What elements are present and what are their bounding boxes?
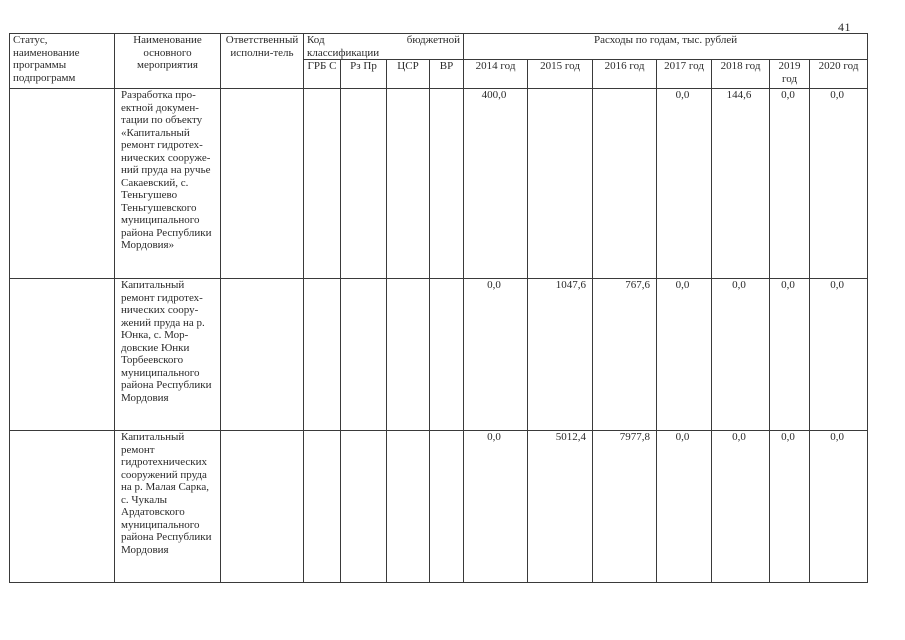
header-sub-csr: ЦСР <box>387 60 430 89</box>
table-row <box>10 89 868 279</box>
header-year-2015: 2015 год <box>528 60 593 89</box>
value-2020: 0,0 <box>810 431 868 583</box>
grbs-cell <box>304 431 341 583</box>
rzpr-cell <box>341 431 387 583</box>
value-2017: 0,0 <box>657 431 712 583</box>
value-2016: 767,6 <box>593 279 657 431</box>
value-2015 <box>528 89 593 279</box>
header-kod-second: классификации <box>307 46 380 59</box>
vr-cell <box>430 89 464 279</box>
value-2018: 0,0 <box>712 279 770 431</box>
value-2016 <box>593 89 657 279</box>
csr-cell <box>387 279 430 431</box>
value-2018: 144,6 <box>712 89 770 279</box>
responsible-cell <box>221 89 304 279</box>
status-cell <box>10 431 115 583</box>
table-row <box>10 279 868 431</box>
header-year-2014: 2014 год <box>464 60 528 89</box>
header-kod-left: Код <box>307 34 325 46</box>
header-year-2020: 2020 год <box>810 60 868 89</box>
header-year-2018: 2018 год <box>712 60 770 89</box>
header-row-1 <box>10 34 868 60</box>
value-2017: 0,0 <box>657 279 712 431</box>
header-year-2017: 2017 год <box>657 60 712 89</box>
value-2016: 7977,8 <box>593 431 657 583</box>
header-kod-right: бюджетной <box>406 34 461 46</box>
header-activity: Наименование основного мероприятия <box>115 34 221 89</box>
header-expenses: Расходы по годам, тыс. рублей <box>464 34 868 60</box>
header-sub-vr: ВР <box>430 60 464 89</box>
header-sub-grbs: ГРБ С <box>304 60 341 89</box>
value-2015: 1047,6 <box>528 279 593 431</box>
page-number: 41 <box>838 20 851 34</box>
header-responsible: Ответственный исполни-тель <box>221 34 304 89</box>
value-2014: 0,0 <box>464 431 528 583</box>
responsible-cell <box>221 279 304 431</box>
header-sub-rzpr: Рз Пр <box>341 60 387 89</box>
value-2020: 0,0 <box>810 89 868 279</box>
status-cell <box>10 279 115 431</box>
vr-cell <box>430 431 464 583</box>
value-2018: 0,0 <box>712 431 770 583</box>
rzpr-cell <box>341 279 387 431</box>
value-2019: 0,0 <box>770 279 810 431</box>
activity-cell: Капитальный ремонт гидротехнических сооружений пруда на р. Малая Сарка, с. Чукалы Ардатовского муниципального района Республики Мордовия <box>115 431 221 583</box>
header-budget-code <box>304 34 464 60</box>
header-status: Статус, наименование программы подпрограмм <box>10 34 115 89</box>
status-cell <box>10 89 115 279</box>
header-year-2016: 2016 год <box>593 60 657 89</box>
table-row <box>10 431 868 583</box>
value-2017: 0,0 <box>657 89 712 279</box>
value-2019: 0,0 <box>770 89 810 279</box>
activity-cell: Разработка про-ектной докумен-тации по объекту «Капитальный ремонт гидротех-нических сооруже-ний пруда на ручье Сакаевский, с. Теньгушево Теньгушевского муниципального района Республики Мордовия» <box>115 89 221 279</box>
csr-cell <box>387 431 430 583</box>
value-2019: 0,0 <box>770 431 810 583</box>
value-2014: 400,0 <box>464 89 528 279</box>
value-2020: 0,0 <box>810 279 868 431</box>
value-2014: 0,0 <box>464 279 528 431</box>
vr-cell <box>430 279 464 431</box>
activity-cell: Капитальный ремонт гидротех-нических соору-жений пруда на р. Юнка, с. Мор-довские Юнки Торбеевского муниципального района Республики Мордовия <box>115 279 221 431</box>
header-year-2019: 2019 год <box>770 60 810 89</box>
grbs-cell <box>304 89 341 279</box>
grbs-cell <box>304 279 341 431</box>
rzpr-cell <box>341 89 387 279</box>
csr-cell <box>387 89 430 279</box>
expenses-table <box>9 33 868 583</box>
value-2015: 5012,4 <box>528 431 593 583</box>
responsible-cell <box>221 431 304 583</box>
